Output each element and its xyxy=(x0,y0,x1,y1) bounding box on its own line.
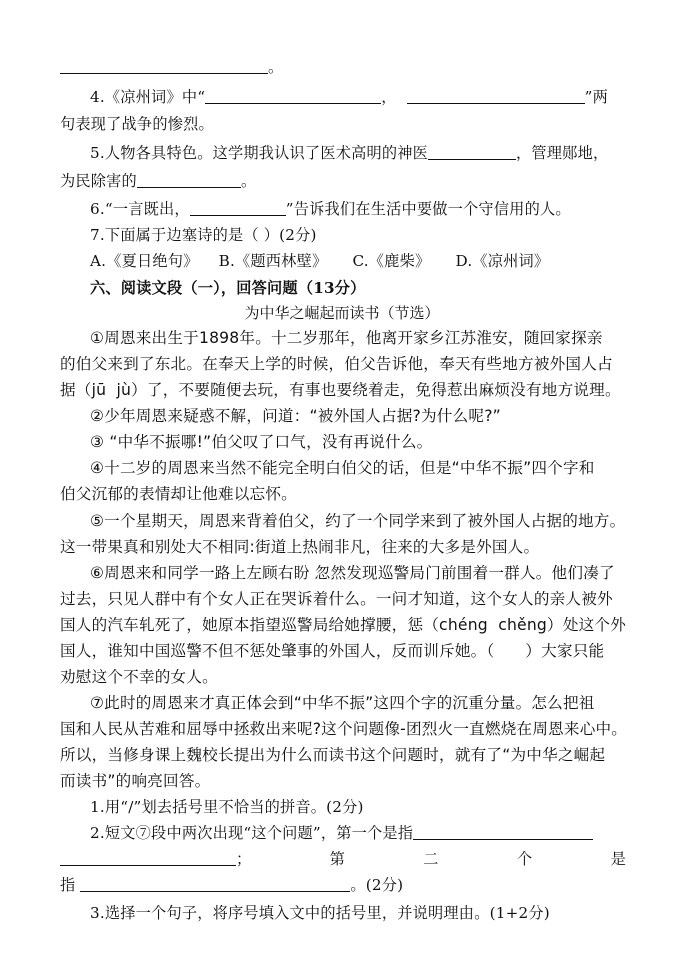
passage-line: 的伯父来到了东北。在奉天上学的时候，伯父告诉他，奉天有些地方被外国人占 xyxy=(60,355,613,373)
question-7: 7.下面属于边塞诗的是（ ）(2分) xyxy=(90,226,317,244)
blank[interactable] xyxy=(80,875,350,892)
passage-line: 国人，谁知中国巡警不但不惩处肇事的外国人，反而训斥她。（ ）大家只能 xyxy=(60,642,605,660)
passage-line: 伯父沉郁的表情却让他难以忘怀。 xyxy=(60,485,297,503)
question-7-options: A.《夏日绝句》 B.《题西林壁》 C.《鹿柴》 D.《凉州词》 xyxy=(90,252,550,270)
passage-line: ③ “中华不振哪!”伯父叹了口气，没有再说什么。 xyxy=(90,433,433,451)
section-6-heading: 六、阅读文段（一），回答问题（13分） xyxy=(90,279,366,297)
passage-line: 国和人民从苦难和屈辱中拯救出来呢?这个问题像-团烈火一直燃烧在周恩来心中。 xyxy=(60,720,628,738)
passage-line: ⑦此时的周恩来才真正体会到“中华不振”这四个字的沉重分量。怎么把祖 xyxy=(90,694,595,712)
blank[interactable] xyxy=(205,87,381,104)
passage-line: 国人的汽车轧死了，她原本指望巡警局给她撑腰，惩（chéng chěng）处这个外 xyxy=(60,616,626,634)
reading-question-2-cont: ； 第 二 个 是 xyxy=(60,848,626,870)
answer-line-top: 。 xyxy=(60,56,626,78)
passage-line: 而读书”的响亮回答。 xyxy=(60,772,211,790)
passage-line: 所以，当修身课上魏校长提出为什么而读书这个问题时，就有了“为中华之崛起 xyxy=(60,746,606,764)
passage-line: ④十二岁的周恩来当然不能完全明白伯父的话，但是“中华不振”四个字和 xyxy=(90,459,595,477)
question-5-cont: 为民除害的 。 xyxy=(60,172,257,190)
question-5: 5.人物各具特色。这学期我认识了医术高明的神医 ，管理郧地， xyxy=(90,144,609,162)
blank[interactable] xyxy=(413,823,593,840)
passage-line: 据（jū jù）了，不要随便去玩，有事也要绕着走，免得惹出麻烦没有地方说理。 xyxy=(60,381,621,399)
reading-question-1: 1.用“/”划去括号里不恰当的拼音。(2分) xyxy=(90,798,364,816)
question-4: 4.《凉州词》中“ ， ”两 xyxy=(90,88,608,106)
passage-line: ②少年周恩来疑惑不解，问道：“被外国人占据?为什么呢?” xyxy=(90,407,501,425)
passage-line: 劝慰这个不幸的女人。 xyxy=(60,668,218,686)
passage-line: ⑥周恩来和同学一路上左顾右盼 忽然发现巡警局门前围着一群人。他们凑了 xyxy=(90,564,615,582)
blank[interactable] xyxy=(407,87,585,104)
question-6: 6.“一言既出， ”告诉我们在生活中要做一个守信用的人。 xyxy=(90,200,571,218)
passage-line: 这一带果真和别处大不相同:街道上热闹非凡，往来的大多是外国人。 xyxy=(60,538,540,556)
blank[interactable] xyxy=(60,849,236,866)
passage-line: ⑤一个星期天，周恩来背着伯父，约了一个同学来到了被外国人占据的地方。 xyxy=(90,512,626,530)
blank[interactable] xyxy=(137,171,241,188)
passage-line: 过去，只见人群中有个女人正在哭诉着什么。一问才知道，这个女人的亲人被外 xyxy=(60,590,613,608)
blank[interactable] xyxy=(60,57,268,74)
reading-question-2-end: 指 。(2分) xyxy=(60,876,404,894)
blank[interactable] xyxy=(428,143,516,160)
question-4-cont: 句表现了战争的惨烈。 xyxy=(60,115,214,133)
reading-question-2: 2.短文⑦段中两次出现“这个问题”，第一个是指 xyxy=(60,822,626,844)
passage-title: 为中华之崛起而读书（节选） xyxy=(244,304,440,322)
blank[interactable] xyxy=(190,199,286,216)
passage-line: ①周恩来出生于1898年。十二岁那年，他离开家乡江苏淮安，随回家探亲 xyxy=(90,329,603,347)
reading-question-3: 3.选择一个句子，将序号填入文中的括号里，并说明理由。(1+2分) xyxy=(90,904,550,922)
